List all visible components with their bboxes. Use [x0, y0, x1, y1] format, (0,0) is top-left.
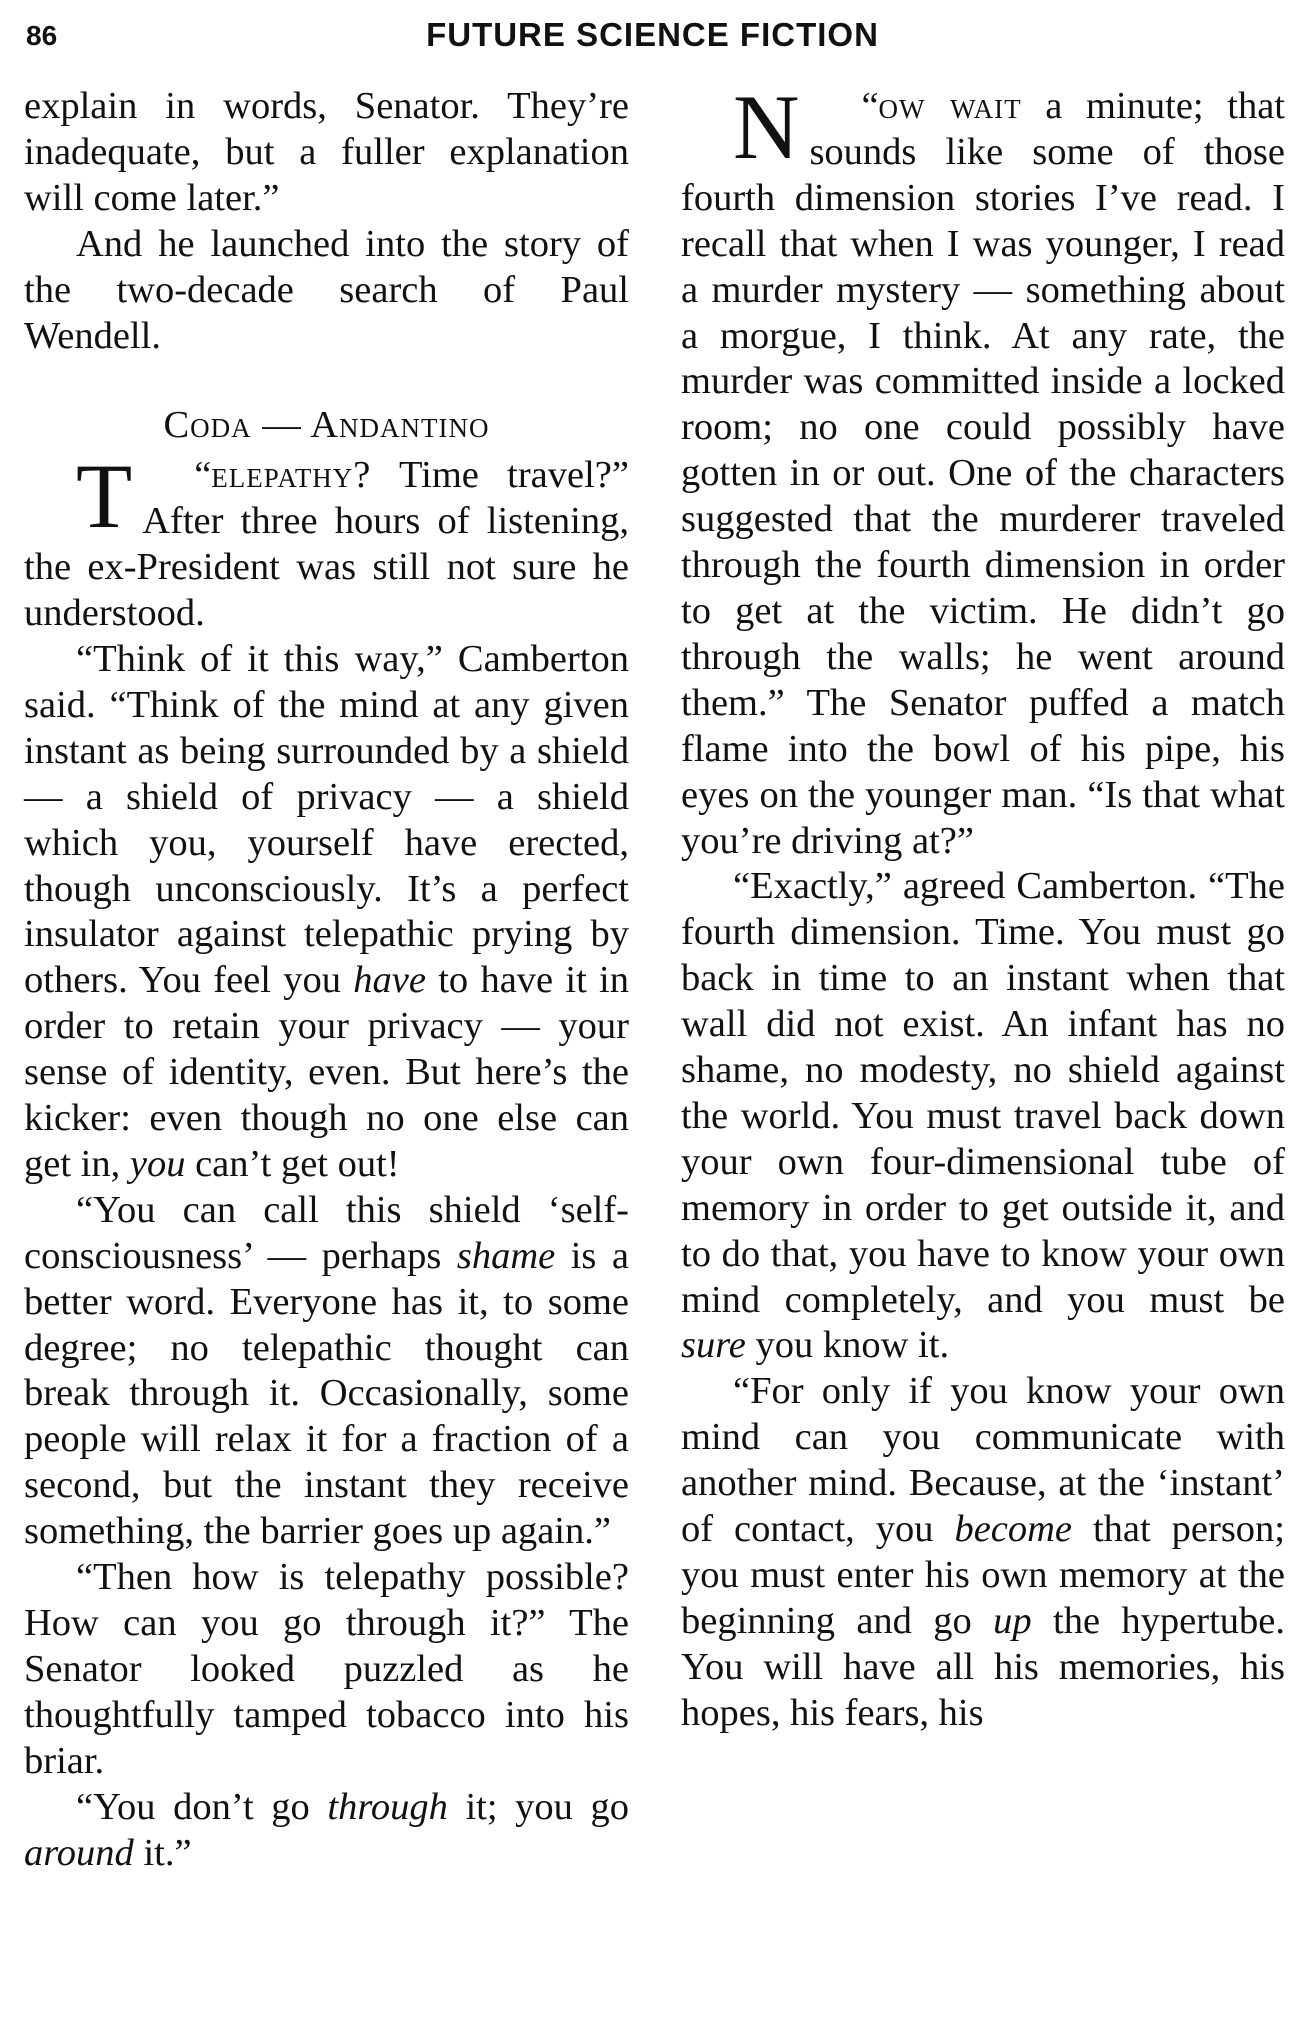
- page-header: [22, 8, 1283, 62]
- running-title: FUTURE SCIENCE FICTION: [426, 16, 879, 53]
- paragraph-text: is a better word. Everyone has it, to some degree; no telepathic thought can break through it. Occasionally, some people will relax it for a fraction of a second, but the instant they receive something, the barrier goes up again.”: [24, 1234, 629, 1553]
- paragraph: explain in words, Senator. They’re inadequate, but a fuller explanation will come later.”: [24, 85, 629, 219]
- paragraph: [681, 864, 1285, 1369]
- paragraph-text: that person; you must enter his own memory at the beginning and go: [681, 1508, 1285, 1642]
- paragraph-text: you know it.: [745, 1324, 950, 1367]
- emphasis: sure: [681, 1324, 746, 1367]
- open-quote: “: [194, 454, 212, 497]
- left-column: [24, 84, 629, 1876]
- section-heading: Coda — Andantino: [163, 404, 490, 447]
- drop-cap: N: [733, 76, 800, 178]
- paragraph: “Then how is telepathy possible? How can you go through it?” The Senator looked puzzled as he thoughtfully tamped tobacco into his briar.: [24, 1556, 629, 1782]
- paragraph-text: the hypertube. You will have all his memories, his hopes, his fears, his: [681, 1599, 1286, 1734]
- emphasis: have: [353, 959, 426, 1002]
- emphasis: you: [129, 1142, 186, 1185]
- paragraph: [24, 637, 629, 1188]
- paragraph-text: to have it in order to retain your privacy — your sense of identity, even. But here’s the kicker: even though no one else can get in,: [24, 959, 629, 1185]
- paragraph-text: “You don’t go: [76, 1785, 328, 1828]
- page-number: 86: [26, 20, 58, 51]
- drop-cap: T: [76, 445, 133, 548]
- paragraph-text: a minute; that sounds like some of those fourth dimension stories I’ve read. I recall that when I was younger, I read a murder mystery — something about a morgue, I think. At any rate, the murder was committed inside a locked room; no one could possibly have gotten in or out. One of the characters suggested that the murderer traveled through the fourth dimension in order to get at the victim. He didn’t go through the walls; he went around them.” The Senator puffed a match flame into the bowl of his pipe, his eyes on the younger man. “Is that what you’re driving at?”: [681, 85, 1285, 862]
- small-caps-lead: elepathy?: [211, 454, 372, 497]
- paragraph-text: “You can call this shield ‘self-consciousness’ — perhaps: [24, 1188, 629, 1277]
- paragraph-text: it.”: [133, 1831, 192, 1874]
- paragraph: And he launched into the story of the two-decade search of Paul Wendell.: [24, 222, 629, 357]
- paragraph-text: Time travel?” After three hours of listening, the ex-President was still not sure he understood.: [24, 454, 629, 635]
- paragraph: [24, 445, 629, 637]
- paragraph-text: “For only if you know your own mind can you communicate with another mind. Because, at the ‘instant’ of contact, you: [681, 1370, 1285, 1551]
- right-column: [681, 76, 1286, 1737]
- paragraph-text: it; you go: [447, 1785, 629, 1828]
- paragraph-text: can’t get out!: [185, 1142, 400, 1185]
- emphasis: up: [993, 1599, 1032, 1642]
- small-caps-lead: ow wait: [878, 85, 1022, 127]
- emphasis: through: [327, 1785, 448, 1828]
- open-quote: “: [861, 85, 879, 127]
- paragraph-text: “Exactly,” agreed Camberton. “The fourth dimension. Time. You must go back in time to an instant when that wall did not exist. An infant has no shame, no modesty, no shield against the world. You must travel back down your own four-dimensional tube of memory in order to get outside it, and to do that, you have to know your own mind completely, and you must be: [681, 865, 1285, 1321]
- paragraph: [24, 1188, 629, 1555]
- emphasis: around: [24, 1831, 134, 1874]
- emphasis: shame: [456, 1234, 556, 1277]
- paragraph: [681, 1369, 1285, 1736]
- paragraph: [24, 1785, 629, 1877]
- emphasis: become: [954, 1508, 1073, 1551]
- paragraph-text: “Think of it this way,” Camberton said. “Think of the mind at any given instant as being surrounded by a shield — a shield of privacy — a shield which you, yourself have erected, though unconsciously. It’s a perfect insulator against telepathic prying by others. You feel you: [24, 637, 629, 1002]
- paragraph: [681, 76, 1285, 864]
